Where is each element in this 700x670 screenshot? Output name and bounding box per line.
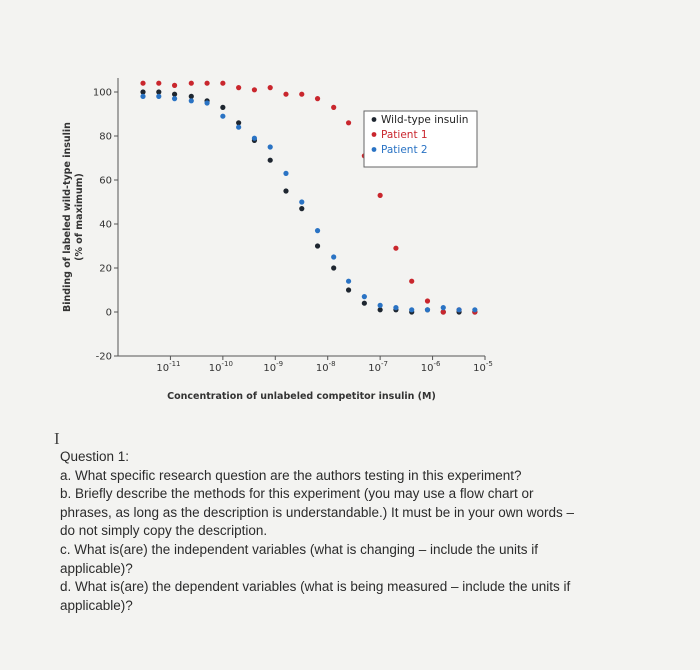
- data-point: [236, 125, 241, 130]
- y-tick-label: 60: [99, 175, 112, 187]
- data-point: [299, 206, 304, 211]
- data-point: [140, 81, 145, 86]
- data-point: [156, 94, 161, 99]
- data-point: [378, 193, 383, 198]
- data-point: [299, 199, 304, 204]
- x-tick-label: $10^{-8}$: [315, 360, 336, 374]
- data-point: [189, 81, 194, 86]
- data-point: [220, 81, 225, 86]
- data-point: [189, 98, 194, 103]
- data-point: [346, 120, 351, 125]
- data-point: [299, 92, 304, 97]
- data-point: [315, 243, 320, 248]
- x-tick-label: $10^{-11}$: [156, 360, 181, 374]
- data-point: [331, 265, 336, 270]
- data-point: [456, 307, 461, 312]
- question-heading: Question 1:: [60, 449, 130, 464]
- question-line-b2: phrases, as long as the description is understandable.) It must be in your own words –: [60, 504, 575, 520]
- data-point: [156, 81, 161, 86]
- x-axis-label: Concentration of unlabeled competitor insulin (M): [167, 391, 436, 402]
- data-point: [409, 279, 414, 284]
- question-line-d2: applicable)?: [60, 597, 133, 613]
- x-tick-label: $10^{-9}$: [263, 360, 284, 374]
- data-point: [393, 305, 398, 310]
- question-line-c1: c. What is(are) the independent variables (what is changing – include the units if: [60, 541, 539, 557]
- data-point: [204, 81, 209, 86]
- data-point: [331, 254, 336, 259]
- data-point: [268, 85, 273, 90]
- data-point: [268, 158, 273, 163]
- question-line-b3: do not simply copy the description.: [60, 523, 268, 539]
- question-line-a: a. What specific research question are the authors testing in this experiment?: [60, 467, 522, 483]
- y-tick-label: -20: [95, 351, 112, 363]
- y-tick-label: 80: [99, 131, 112, 143]
- data-point: [425, 307, 430, 312]
- y-tick-label: 20: [99, 263, 112, 275]
- x-tick-label: $10^{-5}$: [473, 360, 493, 374]
- data-point: [172, 83, 177, 88]
- x-tick-label: $10^{-7}$: [368, 360, 389, 374]
- data-point: [220, 105, 225, 110]
- question-line-c2: applicable)?: [60, 560, 133, 576]
- question-block: [60, 448, 660, 615]
- data-point: [315, 96, 320, 101]
- data-point: [172, 96, 177, 101]
- legend-marker: [372, 117, 377, 122]
- data-point: [362, 294, 367, 299]
- legend-entry: Wild-type insulin: [381, 114, 469, 126]
- y-tick-label: 100: [92, 87, 112, 99]
- data-point: [268, 144, 273, 149]
- data-point: [283, 171, 288, 176]
- data-point: [393, 246, 398, 251]
- legend-marker: [372, 147, 377, 152]
- y-tick-label: 40: [99, 219, 112, 231]
- data-point: [409, 307, 414, 312]
- text-cursor-icon: I: [54, 429, 60, 448]
- y-axis-label-line2: (% of maximum): [74, 173, 85, 261]
- data-point: [378, 303, 383, 308]
- data-point: [204, 100, 209, 105]
- data-point: [252, 136, 257, 141]
- x-tick-label: $10^{-6}$: [420, 360, 441, 374]
- data-point: [236, 85, 241, 90]
- y-axis-label-line1: Binding of labeled wild-type insulin: [62, 122, 73, 312]
- data-point: [252, 87, 257, 92]
- legend-marker: [372, 132, 377, 137]
- y-tick-label: 0: [105, 307, 112, 319]
- data-point: [425, 298, 430, 303]
- data-point: [346, 287, 351, 292]
- data-point: [362, 301, 367, 306]
- question-line-d1: d. What is(are) the dependent variables (what is being measured – include the units if: [60, 579, 571, 595]
- data-point: [315, 228, 320, 233]
- legend-entry: Patient 1: [381, 129, 428, 141]
- data-point: [472, 307, 477, 312]
- legend-entry: Patient 2: [381, 144, 428, 156]
- data-point: [283, 188, 288, 193]
- data-point: [283, 92, 288, 97]
- question-line-b1: b. Briefly describe the methods for this experiment (you may use a flow chart or: [60, 486, 534, 502]
- data-point: [441, 305, 446, 310]
- data-point: [220, 114, 225, 119]
- data-point: [140, 94, 145, 99]
- x-tick-label: $10^{-10}$: [208, 360, 233, 374]
- data-point: [346, 279, 351, 284]
- data-point: [331, 105, 336, 110]
